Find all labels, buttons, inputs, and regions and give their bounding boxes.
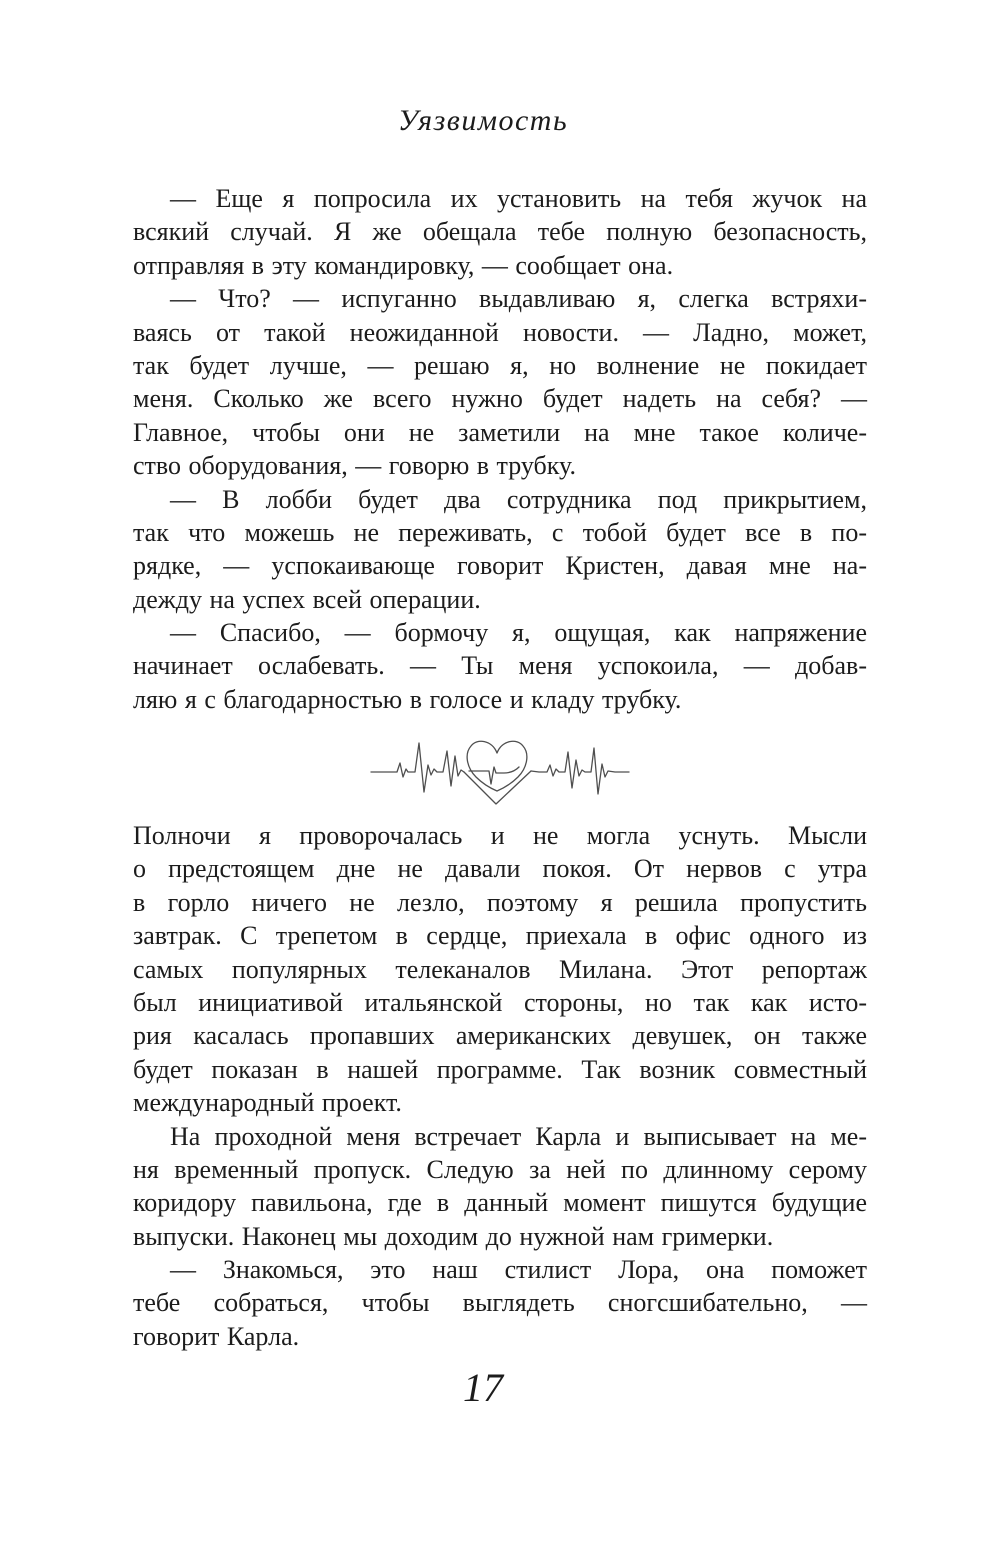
text-line: самых популярных телеканалов Милана. Этот репортаж bbox=[133, 954, 867, 984]
text-line: Главное, чтобы они не заметили на мне такое количе- bbox=[133, 417, 867, 447]
text-line: был инициативой итальянской стороны, но так как исто- bbox=[133, 987, 867, 1017]
text-line: о предстоящем дне не давали покоя. От нервов с утра bbox=[133, 854, 867, 884]
text-line: международный проект. bbox=[133, 1088, 402, 1118]
text-line: завтрак. С трепетом в сердце, приехала в офис одного из bbox=[133, 921, 867, 951]
paragraph bbox=[133, 1253, 867, 1353]
text-line: — Что? — испуганно выдавливаю я, слегка встряхи- bbox=[170, 284, 867, 314]
text-line: говорит Карла. bbox=[133, 1321, 300, 1351]
heartbeat-heart-icon bbox=[369, 726, 631, 812]
paragraph bbox=[133, 616, 867, 716]
paragraph bbox=[133, 282, 867, 482]
text-line: — Спасибо, — бормочу я, ощущая, как напряжение bbox=[170, 618, 867, 648]
text-line: — Знакомься, это наш стилист Лора, она поможет bbox=[170, 1255, 867, 1285]
text-line: так будет лучше, — решаю я, но волнение не покидает bbox=[133, 350, 867, 380]
text-line: меня. Сколько же всего нужно будет надеть на себя? — bbox=[133, 384, 867, 414]
text-line: ляю я с благодарностью в голосе и кладу трубку. bbox=[133, 684, 682, 714]
paragraph bbox=[133, 819, 867, 1120]
text-line: всякий случай. Я же обещала тебе полную безопасность, bbox=[133, 217, 867, 247]
text-line: ваясь от такой неожиданной новости. — Ладно, может, bbox=[133, 317, 867, 347]
text-line: будет показан в нашей программе. Так возник совместный bbox=[133, 1054, 867, 1084]
text-line: Полночи я проворочалась и не могла уснуть. Мысли bbox=[133, 821, 867, 850]
heartbeat-divider bbox=[0, 726, 1000, 812]
text-line: рия касалась пропавших американских девушек, он также bbox=[133, 1021, 867, 1051]
text-line: в горло ничего не лезло, поэтому я решила пропустить bbox=[133, 887, 867, 917]
text-line: тебе собраться, чтобы выглядеть сногсшибательно, — bbox=[133, 1288, 867, 1318]
paragraph bbox=[133, 182, 867, 282]
text-line: — В лобби будет два сотрудника под прикрытием, bbox=[170, 484, 867, 514]
text-line: начинает ослабевать. — Ты меня успокоила, — добав- bbox=[133, 651, 867, 681]
text-line: На проходной меня встречает Карла и выписывает на ме- bbox=[170, 1121, 867, 1151]
text-line: коридору павильона, где в данный момент пишутся будущие bbox=[133, 1188, 867, 1218]
text-line: — Еще я попросила их установить на тебя жучок на bbox=[170, 184, 867, 213]
page-number: 17 bbox=[463, 1365, 503, 1410]
text-block-top bbox=[133, 182, 867, 716]
paragraph bbox=[133, 1120, 867, 1254]
text-line: ня временный пропуск. Следую за ней по длинному серому bbox=[133, 1154, 867, 1184]
running-head-chapter-title: Уязвимость bbox=[397, 104, 569, 137]
text-line: отправляя в эту командировку, — сообщает она. bbox=[133, 250, 674, 280]
text-line: дежду на успех всей операции. bbox=[133, 584, 481, 614]
text-line: рядке, — успокаивающе говорит Кристен, давая мне на- bbox=[133, 551, 867, 581]
text-block-bottom bbox=[133, 819, 867, 1353]
text-line: так что можешь не переживать, с тобой будет все в по- bbox=[133, 517, 867, 547]
text-line: выпуски. Наконец мы доходим до нужной нам гримерки. bbox=[133, 1221, 774, 1251]
text-line: ство оборудования, — говорю в трубку. bbox=[133, 451, 576, 481]
paragraph bbox=[133, 483, 867, 617]
